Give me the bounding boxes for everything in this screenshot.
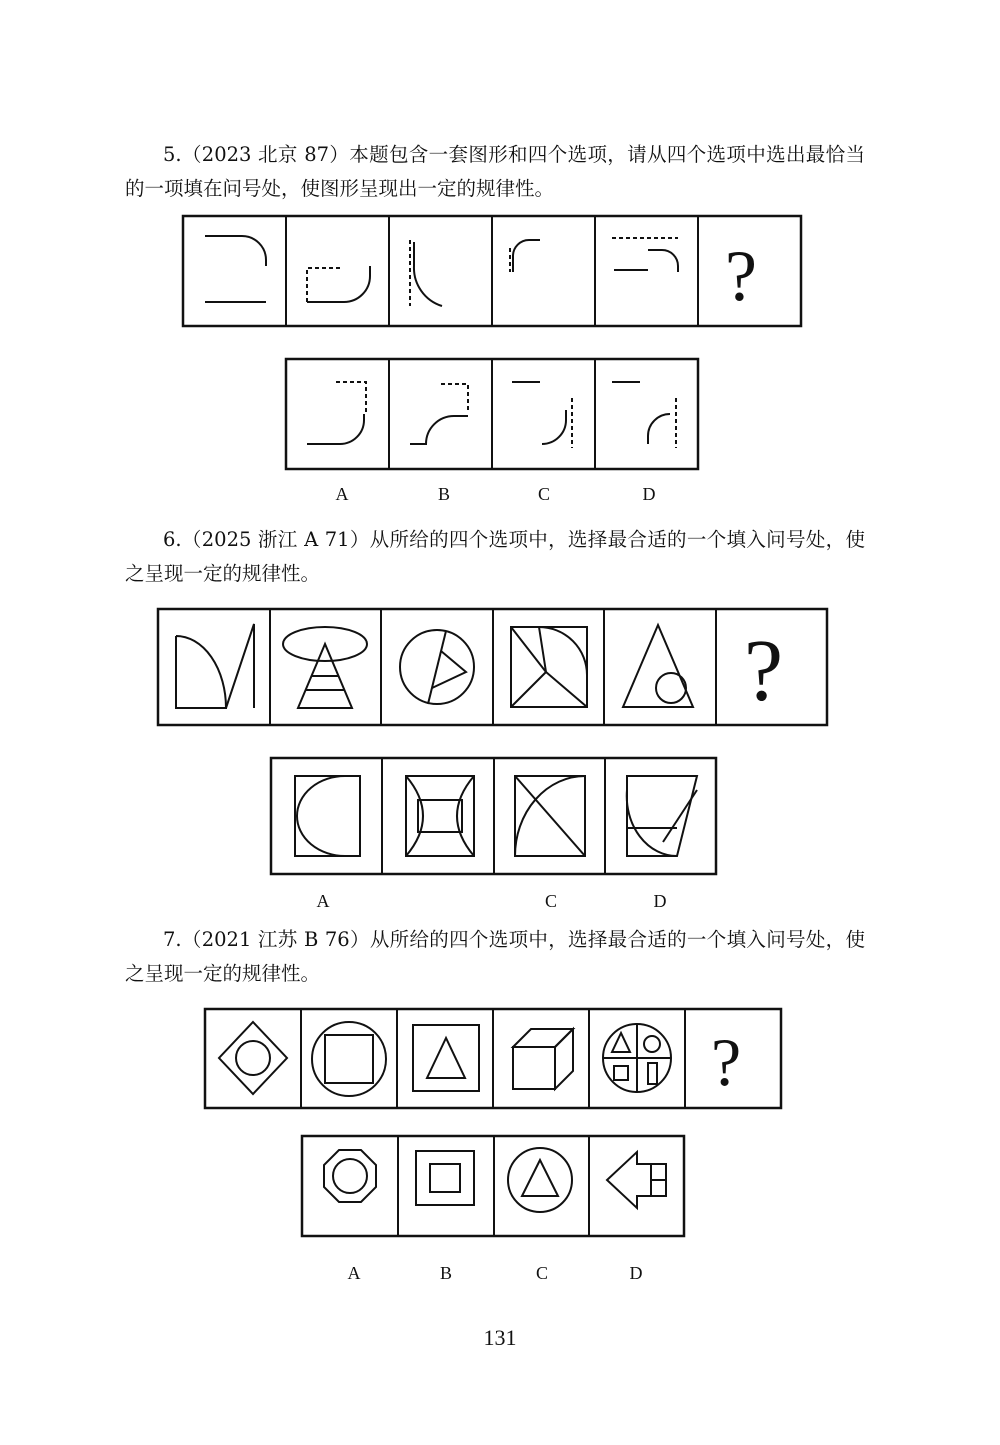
q7-stem-fig-2 [312,1022,386,1096]
q6-stem-row [158,609,827,725]
q5-stem-fig-1 [205,236,266,302]
q6-option-d-label: D [653,891,667,911]
question-6-text: 6.（2025 浙江 A 71）从所给的四个选项中，选择最合适的一个填入问号处，使之呈现一定的规律性。 [125,528,865,585]
question-7-text: 7.（2021 江苏 B 76）从所给的四个选项中，选择最合适的一个填入问号处，使之呈现一定的规律性。 [125,928,865,985]
q6-question-mark: ? [744,623,784,720]
q5-option-a-fig[interactable] [307,382,366,444]
question-5-text: 5.（2023 北京 87）本题包含一套图形和四个选项，请从四个选项中选出最恰当的一项填在问号处，使图形呈现出一定的规律性。 [125,143,865,200]
q7-options-row [302,1136,684,1236]
q5-stem-fig-4 [510,240,540,272]
q5-stem-row [183,216,801,326]
q6-stem-fig-5 [623,625,693,707]
q7-stem-fig-3 [413,1025,479,1091]
q6-option-b-fig[interactable] [406,776,474,856]
q7-question-mark: ? [711,1024,742,1100]
q7-stem-fig-1 [219,1022,287,1094]
q6-stem-fig-3 [400,630,474,704]
q7-option-b-label: B [439,1263,452,1283]
q7-stem-fig-4 [513,1029,573,1089]
q6-option-a-label: A [316,891,330,911]
q5-stem-fig-3 [410,240,442,306]
q7-option-d-label: D [629,1263,643,1283]
q5-option-b-label: B [437,484,450,504]
q6-option-c-label: C [544,891,557,911]
q7-option-a-label: A [347,1263,361,1283]
q6-option-a-fig[interactable] [295,776,360,856]
page-number: 131 [483,1325,517,1350]
q5-options-row [286,359,698,469]
q5-stem-fig-2 [307,266,370,302]
q6-option-d-fig[interactable] [627,776,697,856]
q5-option-d-label: D [642,484,656,504]
q7-stem-row [205,1009,781,1108]
q5-option-a-label: A [335,484,349,504]
q5-option-c-fig[interactable] [512,382,572,448]
q6-option-c-fig[interactable] [515,776,585,856]
q7-option-a-fig[interactable] [324,1150,376,1202]
q5-option-b-fig[interactable] [410,384,468,444]
q6-options-row [271,758,716,874]
q6-stem-fig-4 [511,627,587,707]
q6-stem-fig-2 [283,627,367,708]
q7-option-d-fig[interactable] [607,1152,666,1208]
q7-option-c-label: C [535,1263,548,1283]
q5-question-mark: ? [725,236,757,316]
q6-stem-fig-1 [176,624,254,708]
q7-stem-fig-5 [603,1024,671,1092]
q7-option-c-fig[interactable] [508,1148,572,1212]
q5-stem-fig-5 [612,238,678,272]
q5-option-d-fig[interactable] [612,382,676,448]
q7-option-b-fig[interactable] [416,1151,474,1205]
q5-option-c-label: C [537,484,550,504]
